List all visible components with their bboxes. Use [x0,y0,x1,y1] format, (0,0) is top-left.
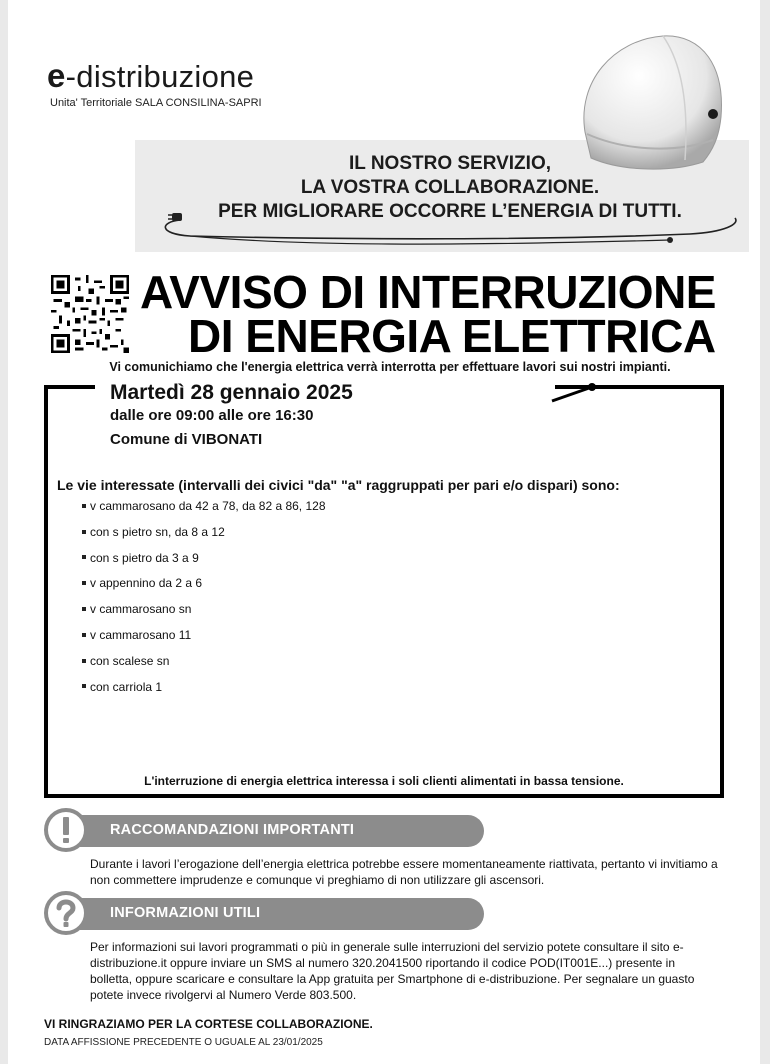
bullet-icon [82,555,86,559]
bullet-icon [82,607,86,611]
info-text: Per informazioni sui lavori programmati o più in generale sulle interruzioni del servizio potete consultare il sito e-distribuzione.it oppure inviare un SMS al numero 320.2041500 riportando il codice POD(IT001E...) presente in bolletta, oppure scaricare e consultare la App gratuita per Smartphone di e-distribuzione. Per segnalare un guasto potete invece rivolgervi al Numero Verde 803.500. [90,940,695,1002]
list-item [82,524,326,550]
recommendations-title: RACCOMANDAZIONI IMPORTANTI [110,822,355,838]
slogan-line-2: LA VOSTRA COLLABORAZIONE. [300,177,600,198]
info-title: INFORMAZIONI UTILI [110,905,261,921]
bullet-icon [82,684,86,688]
list-item [82,679,326,705]
outage-date: Martedì 28 gennaio 2025 [110,381,353,404]
street-text: con s pietro sn, da 8 a 12 [90,524,225,539]
low-tension-note: L'interruzione di energia elettrica interessa i soli clienti alimentati in bassa tensione. [144,774,624,788]
bullet-icon [82,530,86,534]
safety-helmet-icon [563,22,731,190]
street-text: v cammarosano sn [90,602,192,617]
territorial-unit: Unita' Territoriale SALA CONSILINA-SAPRI [50,97,262,109]
notice-title [140,266,752,362]
qr-code [51,275,129,353]
e-distribuzione-logo [47,58,254,95]
bullet-icon [82,504,86,508]
logo-text: -distribuzione [65,59,255,94]
bullet-icon [82,581,86,585]
slogan-line-1: IL NOSTRO SERVIZIO, [349,153,551,174]
list-item [82,498,326,524]
recommendations-text: Durante i lavori l’erogazione dell’energia elettrica potrebbe essere momentaneamente riattivata, pertanto vi invitiamo a non commettere imprudenze e comunque vi preghiamo di non utilizzare gli ascensori. [90,857,718,887]
question-icon [44,891,88,935]
power-cord-icon [150,200,750,256]
slogan-line-3: PER MIGLIORARE OCCORRE L’ENERGIA DI TUTTI. [218,201,682,222]
streets-list [82,498,326,704]
title-line-1: AVVISO DI INTERRUZIONE [140,266,716,318]
street-text: v cammarosano 11 [90,627,192,642]
intro-text: Vi comunichiamo che l'energia elettrica verrà interrotta per effettuare lavori sui nostri impianti. [109,360,671,374]
outage-town: Comune di VIBONATI [110,431,263,448]
posting-date: DATA AFFISSIONE PRECEDENTE O UGUALE AL 23/01/2025 [44,1037,323,1048]
list-item [82,550,326,576]
thanks-text: VI RINGRAZIAMO PER LA CORTESE COLLABORAZIONE. [44,1017,373,1031]
exclamation-icon [44,808,88,852]
outage-time: dalle ore 09:00 alle ore 16:30 [110,407,314,424]
street-text: con s pietro da 3 a 9 [90,550,199,565]
bullet-icon [82,633,86,637]
street-text: con scalese sn [90,653,170,668]
list-item [82,575,326,601]
streets-heading: Le vie interessate (intervalli dei civici "da" "a" raggruppati per pari e/o dispari) sono: [57,477,620,493]
list-item [82,653,326,679]
title-line-2: DI ENERGIA ELETTRICA [188,310,716,362]
street-text: v cammarosano da 42 a 78, da 82 a 86, 128 [90,499,326,513]
bullet-icon [82,659,86,663]
list-item [82,601,326,627]
street-text: con carriola 1 [90,679,163,694]
logo-mark: e [47,57,66,94]
cable-icon [550,379,600,405]
street-text: v appennino da 2 a 6 [90,576,203,591]
list-item [82,627,326,653]
